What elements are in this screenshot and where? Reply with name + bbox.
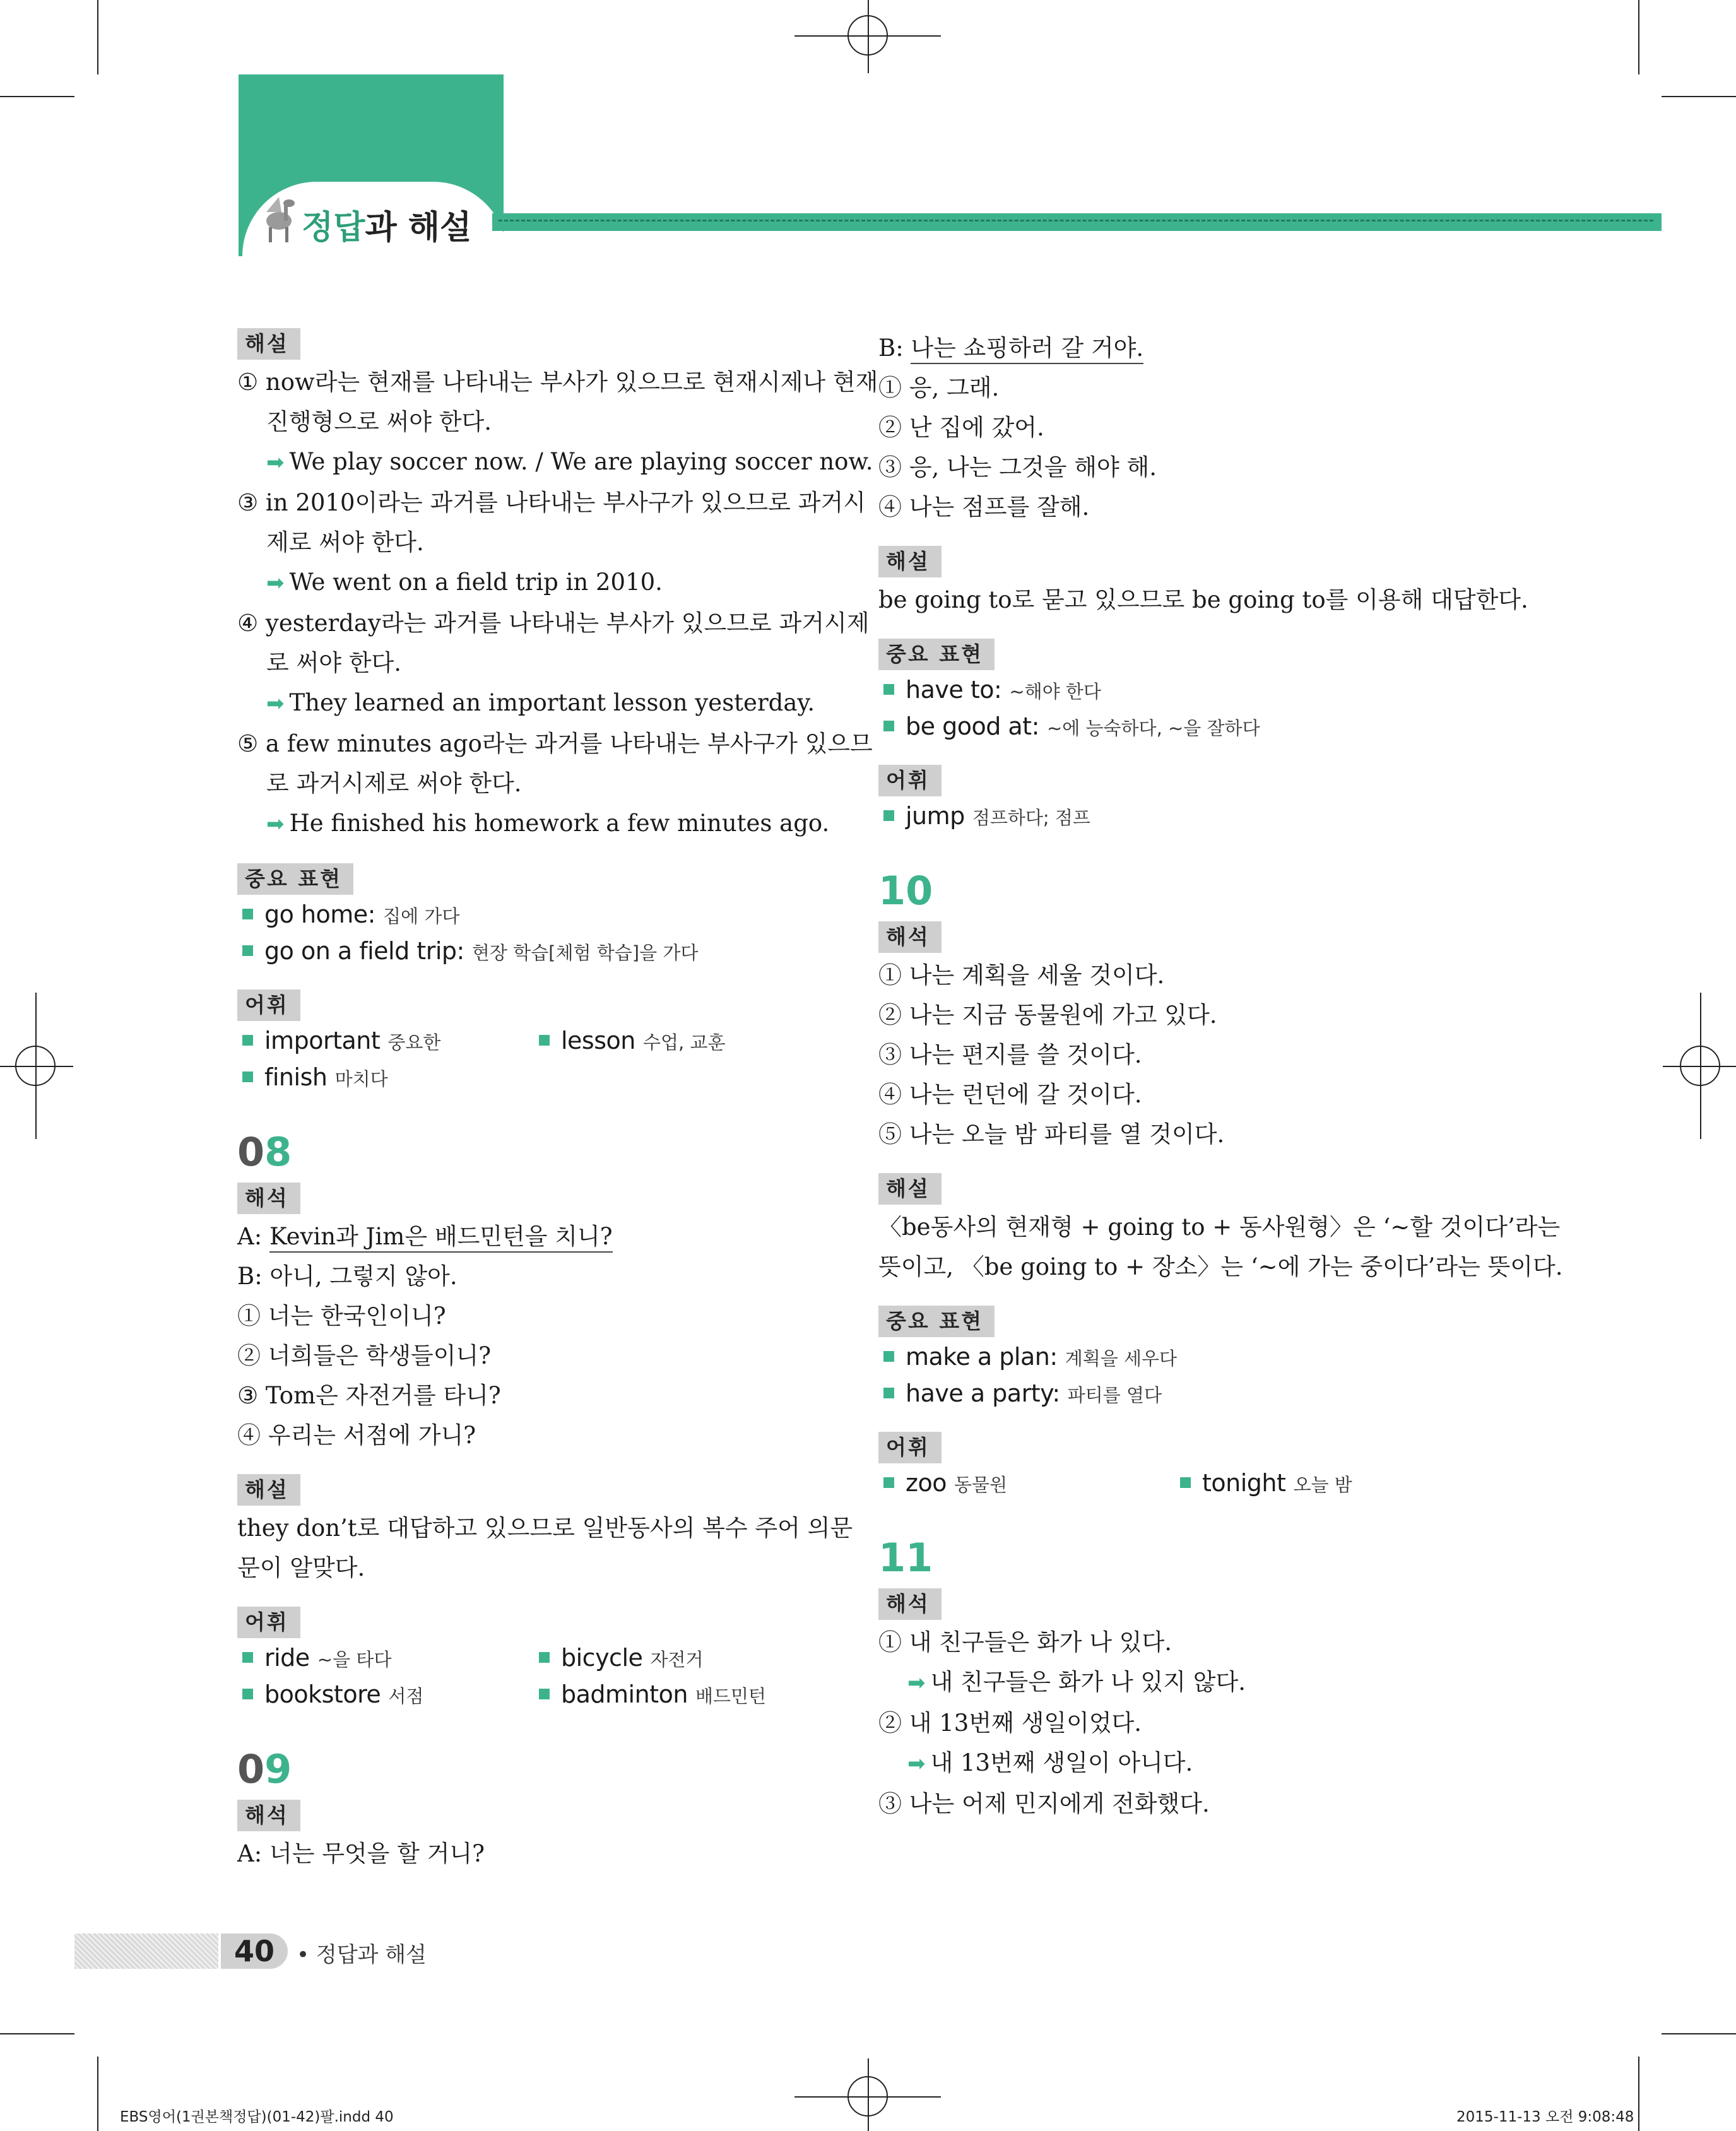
vocab-grid	[237, 1024, 868, 1097]
section-tag-vocabulary: 어휘	[237, 989, 300, 1021]
question-number-10: 10	[878, 868, 933, 914]
bullet-square-icon	[242, 1652, 253, 1663]
header-title: 정답과 해설	[302, 209, 472, 247]
section-tag-explanation: 해설	[878, 1173, 942, 1205]
option-line: ③ Tom은 자전거를 타니?	[237, 1382, 501, 1409]
crop-mark	[1638, 0, 1639, 74]
camel-mascot-icon	[260, 193, 298, 246]
bullet-square-icon	[883, 1477, 894, 1488]
bullet-square-icon	[539, 1689, 550, 1699]
explanation-line: ⑤ a few minutes ago라는 과거를 나타내는 부사구가 있으므	[237, 730, 873, 757]
explanation-line: ① now라는 현재를 나타내는 부사가 있으므로 현재시제나 현재	[237, 369, 878, 396]
bullet-square-icon	[242, 909, 253, 919]
section-tag-translation: 해석	[878, 921, 942, 953]
section-tag-key-expressions: 중요 표현	[878, 639, 995, 670]
explanation-line: ③ in 2010이라는 과거를 나타내는 부사구가 있으므로 과거시	[237, 489, 866, 516]
expression-item: make a plan: 계획을 세우다	[878, 1340, 1509, 1376]
question-number-09: 09	[237, 1746, 292, 1792]
section-tag-explanation: 해설	[237, 1474, 300, 1506]
explanation-line: 뜻이고, 〈be going to + 장소〉는 ‘~에 가는 중이다’라는 뜻이다.	[878, 1253, 1563, 1280]
option-line: ④ 우리는 서점에 가니?	[237, 1422, 476, 1449]
vocab-item: lesson 수업, 교훈	[534, 1024, 830, 1060]
corrected-answer: ➡ They learned an important lesson yesterday.	[266, 689, 815, 716]
bullet-square-icon	[539, 1035, 550, 1046]
bullet-square-icon	[883, 1351, 894, 1362]
vocab-grid	[878, 1466, 1509, 1502]
question-number-08: 08	[237, 1129, 292, 1175]
bullet-square-icon	[242, 1071, 253, 1082]
explanation-line: 〈be동사의 현재형 + going to + 동사원형〉은 ‘~할 것이다’라는	[878, 1213, 1561, 1241]
bullet-square-icon	[242, 945, 253, 956]
vocab-item: badminton 배드민턴	[534, 1677, 830, 1714]
option-line: ③ 응, 나는 그것을 해야 해.	[878, 454, 1157, 481]
section-tag-translation: 해석	[237, 1800, 300, 1831]
dialog-line-a: A: 너는 무엇을 할 거니?	[237, 1840, 485, 1867]
right-arrow-icon: ➡	[266, 691, 285, 716]
explanation-line: 진행형으로 써야 한다.	[266, 408, 492, 435]
section-tag-vocabulary: 어휘	[878, 1432, 942, 1463]
section-tag-explanation: 해설	[878, 546, 942, 577]
right-arrow-icon: ➡	[266, 812, 285, 837]
crop-mark	[1662, 96, 1736, 97]
right-arrow-icon: ➡	[907, 1751, 926, 1776]
option-line: ② 난 집에 갔어.	[878, 414, 1044, 441]
expression-item: go on a field trip: 현장 학습[체험 학습]을 가다	[237, 934, 868, 971]
explanation-line: ④ yesterday라는 과거를 나타내는 부사가 있으므로 과거시제	[237, 610, 870, 637]
vocab-item: jump 점프하다; 점프	[878, 799, 1509, 835]
vocab-item: ride ~을 타다	[237, 1641, 534, 1677]
bullet-square-icon	[1180, 1477, 1191, 1488]
section-tag-key-expressions: 중요 표현	[878, 1306, 995, 1337]
crop-mark	[97, 2057, 98, 2131]
right-arrow-icon: ➡	[907, 1670, 926, 1696]
bullet-square-icon	[883, 810, 894, 821]
vocab-item: zoo 동물원	[878, 1466, 1175, 1502]
option-line: ① 나는 계획을 세울 것이다.	[878, 962, 1165, 989]
option-line: ④ 나는 점프를 잘해.	[878, 493, 1090, 521]
option-line: ⑤ 나는 오늘 밤 파티를 열 것이다.	[878, 1121, 1225, 1148]
left-column	[237, 328, 878, 1874]
expression-item: go home: 집에 가다	[237, 897, 868, 934]
corrected-answer: ➡ We went on a field trip in 2010.	[266, 569, 663, 596]
bullet-square-icon	[883, 1388, 894, 1398]
dialog-line-b: B: 아니, 그렇지 않아.	[237, 1263, 458, 1290]
footer-texture-band	[74, 1933, 218, 1969]
section-tag-vocabulary: 어휘	[237, 1607, 300, 1638]
print-slug-filename: EBS영어(1권본책정답)(01-42)팔.indd 40	[120, 2109, 394, 2125]
header-dashed-line	[499, 220, 1653, 221]
explanation-line: be going to로 묻고 있으므로 be going to를 이용해 대답한다.	[878, 586, 1528, 613]
section-tag-translation: 해석	[237, 1183, 300, 1214]
crop-mark	[1638, 2057, 1639, 2131]
corrected-answer: ➡ 내 친구들은 화가 나 있지 않다.	[907, 1668, 1246, 1696]
vocab-item: tonight 오늘 밤	[1175, 1466, 1472, 1502]
bullet-square-icon	[242, 1035, 253, 1046]
bullet-square-icon	[242, 1689, 253, 1699]
vocab-item: important 중요한	[237, 1024, 534, 1060]
bullet-square-icon	[883, 721, 894, 731]
expression-item: have to: ~해야 한다	[878, 673, 1509, 709]
dialog-line-b: B: 나는 쇼핑하러 갈 거야.	[878, 328, 1509, 368]
option-line: ① 내 친구들은 화가 나 있다.	[878, 1629, 1172, 1656]
explanation-line: 로 과거시제로 써야 한다.	[266, 770, 522, 797]
option-line: ① 너는 한국인이니?	[237, 1302, 446, 1330]
option-line: ① 응, 그래.	[878, 374, 1000, 401]
expression-item: be good at: ~에 능숙하다, ~을 잘하다	[878, 709, 1509, 746]
section-tag-translation: 해석	[878, 1588, 942, 1620]
section-tag-vocabulary: 어휘	[878, 765, 942, 796]
footer-section-label: • 정답과 해설	[297, 1942, 427, 1968]
header-stripe	[492, 213, 1662, 231]
corrected-answer: ➡ We play soccer now. / We are playing soccer now.	[266, 448, 873, 475]
section-tag-explanation: 해설	[237, 328, 300, 360]
explanation-line: 문이 알맞다.	[237, 1554, 365, 1581]
question-number-11: 11	[878, 1535, 933, 1581]
crop-mark	[1662, 2033, 1736, 2034]
corrected-answer: ➡ He finished his homework a few minutes ago.	[266, 810, 830, 837]
crop-mark	[0, 96, 74, 97]
explanation-line: 로 써야 한다.	[266, 649, 401, 676]
bullet-square-icon	[883, 684, 894, 695]
right-column	[878, 328, 1563, 1824]
option-line: ④ 나는 런던에 갈 것이다.	[878, 1081, 1142, 1108]
right-arrow-icon: ➡	[266, 450, 285, 475]
vocab-grid	[237, 1641, 868, 1714]
section-tag-key-expressions: 중요 표현	[237, 863, 353, 895]
crop-mark	[97, 0, 98, 74]
option-line: ② 너희들은 학생들이니?	[237, 1342, 492, 1369]
bullet-square-icon	[539, 1652, 550, 1663]
option-line: ③ 나는 어제 민지에게 전화했다.	[878, 1790, 1210, 1817]
vocab-item: bicycle 자전거	[534, 1641, 830, 1677]
print-slug-timestamp: 2015-11-13 오전 9:08:48	[1456, 2109, 1634, 2125]
option-line: ③ 나는 편지를 쓸 것이다.	[878, 1041, 1142, 1068]
explanation-line: 제로 써야 한다.	[266, 529, 424, 556]
explanation-line: they don’t로 대답하고 있으므로 일반동사의 복수 주어 의문	[237, 1514, 853, 1542]
option-line: ② 나는 지금 동물원에 가고 있다.	[878, 1001, 1217, 1029]
vocab-item: bookstore 서점	[237, 1677, 534, 1714]
corrected-answer: ➡ 내 13번째 생일이 아니다.	[907, 1749, 1193, 1776]
dialog-line-a: A: Kevin과 Jim은 배드민턴을 치니?	[237, 1217, 868, 1256]
page-number: 40	[221, 1933, 288, 1969]
option-line: ② 내 13번째 생일이었다.	[878, 1709, 1142, 1737]
expression-item: have a party: 파티를 열다	[878, 1376, 1509, 1413]
vocab-item: finish 마치다	[237, 1060, 534, 1097]
right-arrow-icon: ➡	[266, 570, 285, 596]
crop-mark	[0, 2033, 74, 2034]
